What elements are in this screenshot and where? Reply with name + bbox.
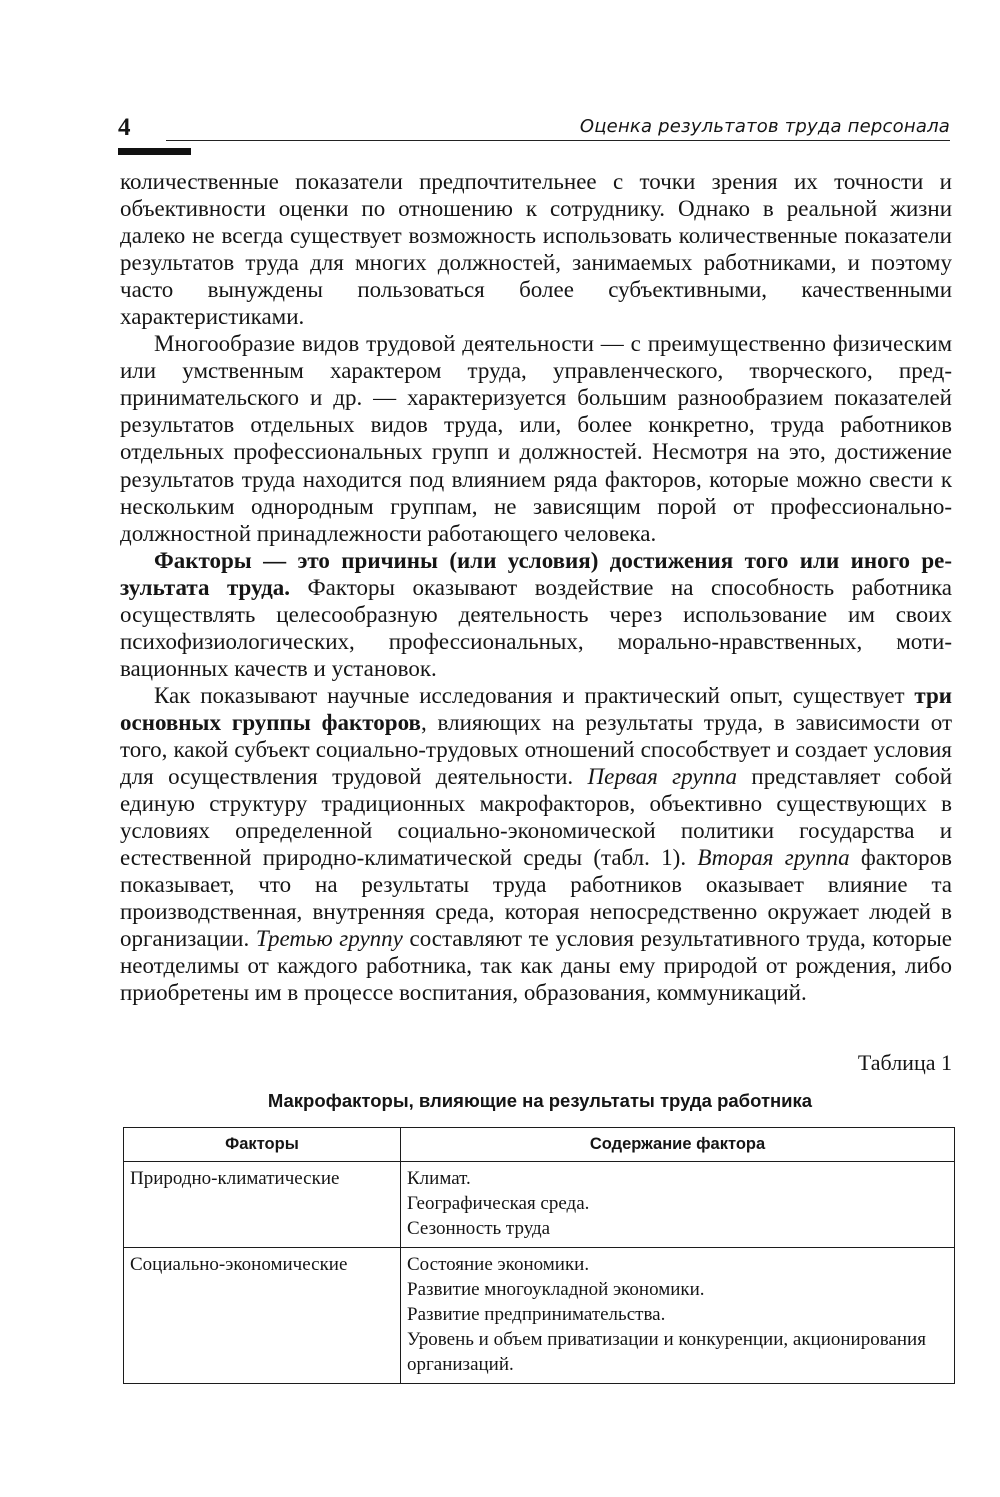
factor-content-item: Географическая среда. xyxy=(407,1193,590,1214)
header-factors: Факторы xyxy=(124,1128,401,1162)
factor-content-item: Уровень и объем приватизации и конкуренции, акционирования организаций. xyxy=(407,1329,926,1375)
factor-natural-climatic: Природно-климатические xyxy=(124,1162,401,1248)
factor-content-item: Развитие многоукладной экономики. xyxy=(407,1279,705,1300)
page-number: 4 xyxy=(118,114,131,141)
factors-definition: Факторы — это причины (или условия) достижения того или иного результата труда. xyxy=(120,547,952,600)
paragraph-3 xyxy=(120,547,952,682)
factor-content xyxy=(401,1248,955,1384)
paragraph-4 xyxy=(120,682,952,1007)
factor-socio-economic: Социально-экономические xyxy=(124,1248,401,1384)
table-header-row xyxy=(124,1128,955,1162)
body-text xyxy=(120,168,952,1006)
second-group-term: Вторая группа xyxy=(697,845,850,871)
paragraph-4-part-d: факторов показывает, что на результаты труда работников оказывает влияние та производственная, внутренняя среда, которая непосредственно окружает людей в организации. xyxy=(120,845,952,952)
paragraph-2: Многообразие видов трудовой деятельности — с преимущественно физическим или умственным характером труда, управленческого, творческого, предпринимательского и др. — характеризуется большим разнообразием показателей результатов отдельных видов труда, или, более конкретно, труда работников отдельных профессиональных групп и должностей. Несмотря на это, достижение результатов труда находится под влиянием ряда факторов, которые можно свести к нескольким однородным группам, не зависящим порой от профессионально-должностной принадлежности работающего человека. xyxy=(120,331,952,546)
table-title: Макрофакторы, влияющие на результаты труда работника xyxy=(267,1090,813,1111)
header-rule xyxy=(166,140,950,141)
paragraph-1: количественные показатели предпочтительнее с точки зрения их точности и объективности оценки по отношению к сотруднику. Однако в реальной жизни далеко не всегда существует возможность использовать количественные показатели результатов труда для многих должностей, занимаемых работниками, и поэтому часто вынуждены пользоваться более субъективными, качественными характеристиками. xyxy=(120,169,952,330)
first-group-term: Первая группа xyxy=(587,764,738,790)
running-title: Оценка результатов труда персонала xyxy=(579,116,950,137)
macrofactors-table xyxy=(123,1127,955,1384)
factor-content xyxy=(401,1162,955,1248)
paragraph-4-part-a: Как показывают научные исследования и практический опыт, существует xyxy=(154,682,915,708)
table-row xyxy=(124,1162,955,1248)
third-group-term: Третью группу xyxy=(255,926,403,952)
factor-content-item: Развитие предпринимательства. xyxy=(407,1304,666,1325)
table-row xyxy=(124,1248,955,1384)
paragraph-3-text: Факторы оказывают воздействие на способность работника осуществлять целесообразную деятельность через использование им своих психофизиологических, профессиональных, морально-нравственных, мотивационных качеств и установок. xyxy=(120,574,952,681)
factor-content-item: Сезонность труда xyxy=(407,1218,551,1239)
paragraph-4-part-c: представляет собой единую структуру традиционных макрофакторов, объективно существующих в условиях определенной социально-экономической политики государства и естественной природно-климатической среды (табл. 1). xyxy=(120,764,952,871)
paragraph-4-part-b: , влияющих на результаты труда, в зависимости от того, какой субъект социально-трудовых отношений способствует и создает условия для осуществления трудовой деятельности. xyxy=(120,709,952,790)
page-header xyxy=(118,112,950,152)
header-bar xyxy=(118,148,191,155)
factor-content-item: Климат. xyxy=(407,1168,471,1189)
table-label: Таблица 1 xyxy=(857,1050,952,1075)
paragraph-4-part-e: составляют те условия результативного труда, которые неотделимы от каждого работника, так как даны ему природой от рождения, либо приобретены им в процессе воспитания, образования, коммуникаций. xyxy=(120,926,952,1006)
three-groups-term: три основных группы факторов xyxy=(120,682,952,735)
header-factor-content: Содержание фактора xyxy=(401,1128,955,1162)
factor-content-item: Состояние экономики. xyxy=(407,1254,590,1275)
